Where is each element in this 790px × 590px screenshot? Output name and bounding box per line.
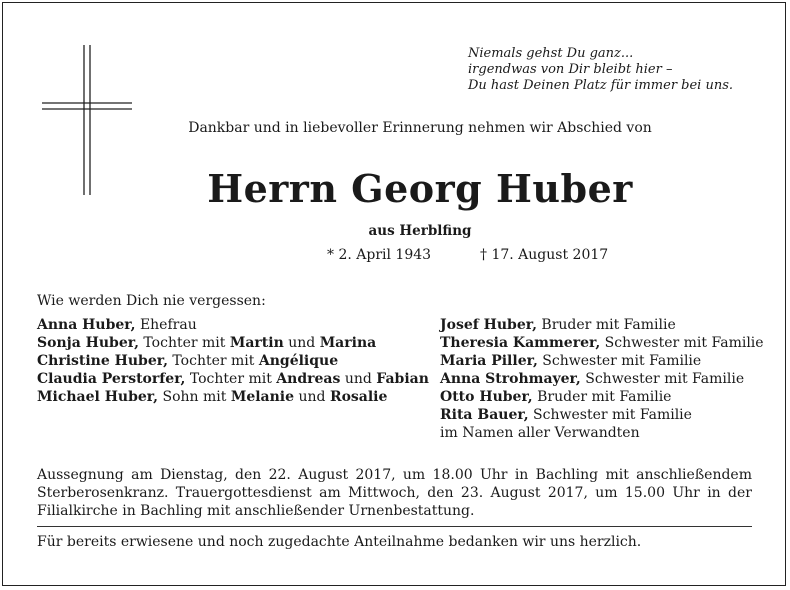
mourner-entry xyxy=(440,316,764,334)
mourner-relation: Schwester mit Familie xyxy=(528,407,692,423)
origin: aus Herblfing xyxy=(368,223,472,239)
funeral-details: Aussegnung am Dienstag, den 22. August 2017, um 18.00 Uhr in Bachling mit anschließendem Sterberosenkranz. Trauergottesdienst am Mittwoch, den 23. August 2017, um 15.00 Uhr in der Filialkirche in Bachling mit anschließender Urnenbestattung. xyxy=(37,467,752,519)
intro-text: Dankbar und in liebevoller Erinnerung nehmen wir Abschied von xyxy=(188,120,652,136)
mourner-relation: und xyxy=(340,371,377,387)
mourner-entry xyxy=(37,334,429,352)
mourner-relation: Tochter mit xyxy=(138,335,230,351)
mourner-name: Rita Bauer, xyxy=(440,407,529,423)
mourner-name: Rosalie xyxy=(329,389,388,405)
mourner-name: Maria Piller, xyxy=(440,353,538,369)
mourner-name: Josef Huber, xyxy=(440,317,537,333)
mourner-relation: Bruder mit Familie xyxy=(532,389,672,405)
mourner-relation: Tochter mit xyxy=(167,353,259,369)
mourner-relation: Sohn mit xyxy=(158,389,231,405)
mourners-right xyxy=(440,316,764,442)
mourner-entry xyxy=(440,424,764,442)
mourner-entry xyxy=(440,352,764,370)
mourner-name: Anna Huber, xyxy=(37,317,136,333)
mourner-entry xyxy=(440,334,764,352)
poem xyxy=(468,46,733,94)
mourner-name: Theresia Kammerer, xyxy=(440,335,601,351)
mourner-relation: Tochter mit xyxy=(185,371,277,387)
thanks-text: Für bereits erwiesene und noch zugedachte Anteilnahme bedanken wir uns herzlich. xyxy=(37,534,642,550)
birth-date: * 2. April 1943 xyxy=(327,247,432,263)
mourner-relation: Schwester mit Familie xyxy=(537,353,702,369)
divider xyxy=(37,526,752,527)
mourner-entry xyxy=(440,370,764,388)
poem-line: irgendwas von Dir bleibt hier – xyxy=(468,62,673,77)
mourner-relation: und xyxy=(283,335,320,351)
mourner-entry xyxy=(440,406,764,424)
mourner-entry xyxy=(37,352,429,370)
mourner-name: Marina xyxy=(319,335,377,351)
poem-line: Niemals gehst Du ganz... xyxy=(468,46,634,61)
mourner-name: Martin xyxy=(229,335,284,351)
mourners-left xyxy=(37,316,429,406)
mourner-name: Andreas xyxy=(276,371,341,387)
mourner-name: Otto Huber, xyxy=(440,389,533,405)
mourner-name: Anna Strohmayer, xyxy=(440,371,581,387)
mourner-relation: Ehefrau xyxy=(135,317,197,333)
deceased-name: Herrn Georg Huber xyxy=(207,166,633,211)
mourner-relation: und xyxy=(294,389,330,405)
mourner-relation: im Namen aller Verwandten xyxy=(440,425,640,441)
never-forget-line: Wie werden Dich nie vergessen: xyxy=(37,293,266,309)
mourner-name: Claudia Perstorfer, xyxy=(37,371,186,387)
mourner-entry xyxy=(440,388,764,406)
mourner-relation: Schwester mit Familie xyxy=(600,335,764,351)
mourner-name: Melanie xyxy=(230,389,295,405)
mourner-name: Fabian xyxy=(376,371,429,387)
mourner-name: Angélique xyxy=(258,353,339,369)
mourner-relation: Schwester mit Familie xyxy=(580,371,745,387)
death-date: † 17. August 2017 xyxy=(480,247,609,263)
mourner-entry xyxy=(37,316,429,334)
mourner-name: Christine Huber, xyxy=(37,353,168,369)
mourner-entry xyxy=(37,370,429,388)
mourner-relation: Bruder mit Familie xyxy=(536,317,676,333)
mourner-entry xyxy=(37,388,429,406)
mourner-name: Sonja Huber, xyxy=(37,335,139,351)
poem-line: Du hast Deinen Platz für immer bei uns. xyxy=(468,78,734,93)
mourner-name: Michael Huber, xyxy=(37,389,159,405)
